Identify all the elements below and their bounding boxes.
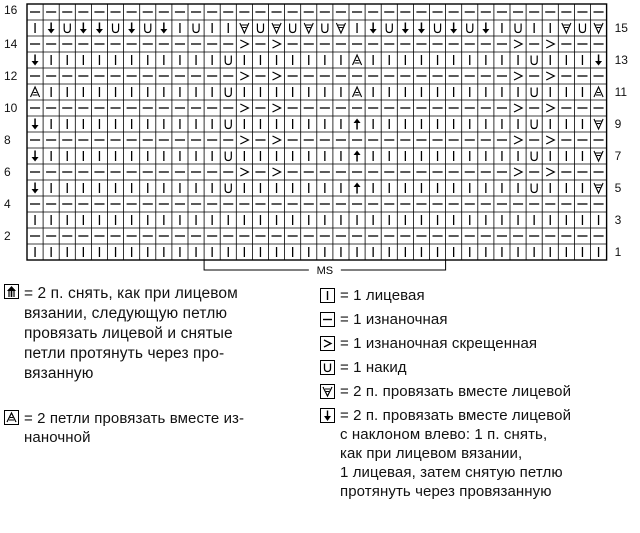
legend-item-knit-2-together	[320, 382, 638, 404]
legend-text-purl-2-together: = 2 петли провязать вместе из- наночной	[24, 410, 245, 446]
row-label-left: 8	[4, 133, 11, 147]
yarn-over-icon	[320, 360, 335, 375]
double-up-arrow-icon	[4, 284, 19, 299]
knit-icon	[320, 288, 335, 303]
legend-text-knit: = 1 лицевая	[340, 287, 425, 304]
row-label-right: 9	[614, 117, 622, 131]
row-label-left: 2	[4, 229, 11, 243]
row-label-left: 6	[4, 165, 11, 179]
legend-item-left-slant-decrease	[320, 406, 638, 526]
ms-label: MS	[316, 265, 334, 277]
legend-item-knit	[320, 286, 638, 308]
row-label-right: 7	[614, 149, 622, 163]
row-label-left: 16	[4, 3, 18, 17]
legend-text-yarn-over: = 1 накид	[340, 359, 407, 376]
legend-text-double-decrease: = 2 п. снять, как при лицевом вязании, следующую петлю провязать лицевой и снятые петли протянуть через про- вязанную	[24, 285, 238, 382]
row-label-left: 14	[4, 37, 18, 51]
legend-text-knit-2-together: = 2 п. провязать вместе лицевой	[340, 383, 572, 400]
legend-item-twisted-purl	[320, 334, 638, 356]
row-label-right: 3	[614, 213, 622, 227]
left-slant-decrease-icon	[320, 408, 335, 423]
purl-2-together-icon	[4, 410, 19, 425]
legend-item-double-decrease	[4, 282, 320, 412]
legend-item-purl-2-together	[4, 408, 320, 452]
row-label-right: 1	[614, 245, 622, 259]
legend-text-purl: = 1 изнаночная	[340, 311, 448, 328]
purl-icon	[320, 312, 335, 327]
row-label-right: 15	[614, 21, 628, 35]
legend-text-twisted-purl: = 1 изнаночная скрещенная	[340, 335, 538, 352]
row-label-right: 11	[614, 85, 628, 99]
legend-item-yarn-over	[320, 358, 638, 380]
row-label-right: 13	[614, 53, 628, 67]
row-label-left: 12	[4, 69, 18, 83]
twisted-purl-icon	[320, 336, 335, 351]
knit-2-together-icon	[320, 384, 335, 399]
legend-item-purl	[320, 310, 638, 332]
row-label-left: 10	[4, 101, 18, 115]
row-label-right: 5	[614, 181, 622, 195]
legend-text-left-slant-decrease: = 2 п. провязать вместе лицевой с наклоном влево: 1 п. снять, как при лицевом вязании, 1 лицевая, затем снятую петлю протянуть через провязанную	[340, 407, 572, 500]
row-label-left: 4	[4, 197, 11, 211]
